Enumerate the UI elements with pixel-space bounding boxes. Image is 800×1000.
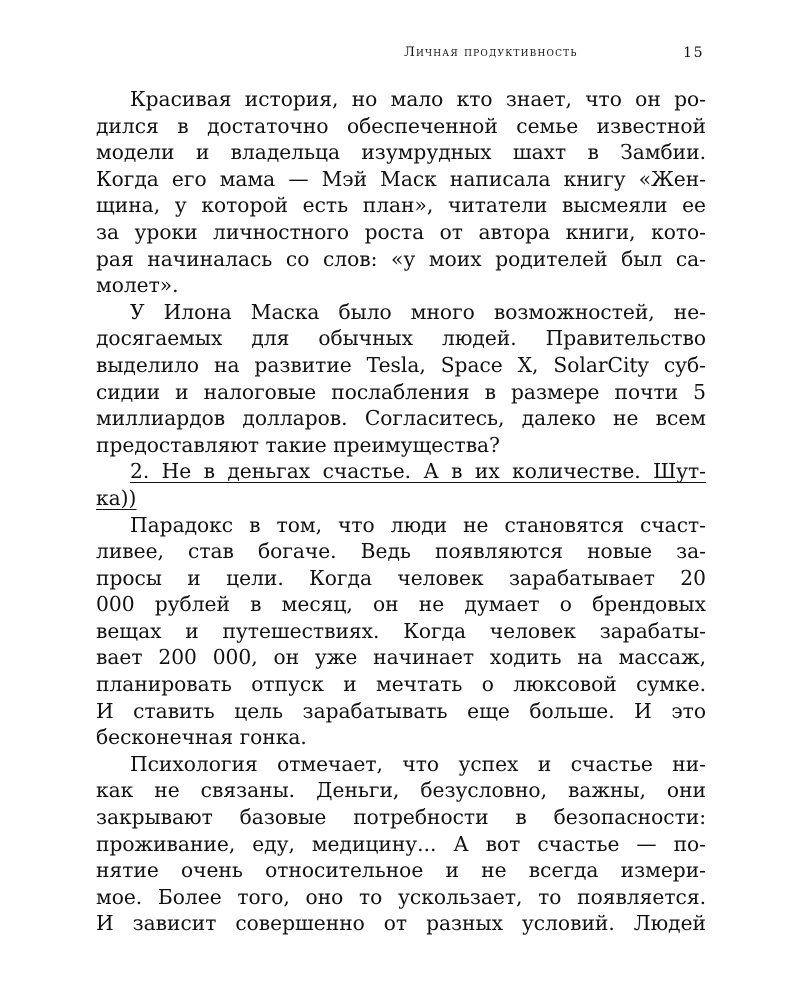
page-body (96, 86, 706, 937)
text-line: молет». (96, 273, 179, 298)
text-line: досягаемых для обычных людей. Правительство (96, 326, 706, 351)
text-line: щина, у которой есть план», читатели высмеяли ее (96, 193, 706, 218)
running-header-title: Личная продуктивность (404, 45, 578, 60)
text-line: ливее, став богаче. Ведь появляются новые за- (96, 539, 706, 564)
text-line: выделило на развитие Tesla, Space X, SolarCity суб- (96, 352, 706, 377)
text-line: 000 рублей в месяц, он не думает о брендовых (96, 592, 706, 617)
text-line: У Илона Маска было много возможностей, не- (130, 299, 706, 324)
text-line: просы и цели. Когда человек зарабатывает 20 (96, 565, 706, 590)
text-line: И зависит совершенно от разных условий. Людей (96, 911, 706, 936)
text-line: миллиардов долларов. Согласитесь, далеко не всем (96, 406, 706, 431)
text-line: Когда его мама — Мэй Маск написала книгу «Жен- (96, 166, 706, 191)
page-number: 15 (683, 45, 704, 61)
text-line: модели и владельца изумрудных шахт в Замбии. (96, 140, 706, 165)
text-line: нятие очень относительное и не всегда измери- (96, 858, 706, 883)
running-header (404, 45, 704, 69)
text-line: И ставить цель зарабатывать еще больше. И это (96, 698, 706, 723)
text-line: Красивая история, но мало кто знает, что он ро- (130, 87, 706, 111)
section-heading-line: 2. Не в деньгах счастье. А в их количестве. Шут- (130, 459, 706, 484)
text-line: дился в достаточно обеспеченной семье известной (96, 113, 706, 138)
text-line: бесконечная гонка. (96, 725, 307, 750)
text-line: вещах и путешествиях. Когда человек зарабаты- (96, 618, 706, 643)
text-line: вает 200 000, он уже начинает ходить на массаж, (96, 645, 706, 670)
text-line: как не связаны. Деньги, безусловно, важны, они (96, 778, 706, 803)
text-line: планировать отпуск и мечтать о люксовой сумке. (96, 672, 706, 697)
text-line: мое. Более того, оно то ускользает, то появляется. (96, 884, 706, 909)
section-heading-line: ка)) (96, 485, 137, 510)
text-line: Парадокс в том, что люди не становятся счаст- (130, 512, 706, 537)
text-line: проживание, еду, медицину... А вот счастье — по- (96, 831, 706, 856)
text-line: сидии и налоговые послабления в размере почти 5 (96, 379, 706, 404)
text-line: за уроки личностного роста от автора книги, кото- (96, 219, 706, 244)
text-line: предоставляют такие преимущества? (96, 432, 500, 457)
text-line: Психология отмечает, что успех и счастье ни- (130, 751, 706, 776)
text-line: рая начиналась со слов: «у моих родителей был са- (96, 246, 706, 271)
text-line: закрывают базовые потребности в безопасности: (96, 805, 706, 830)
